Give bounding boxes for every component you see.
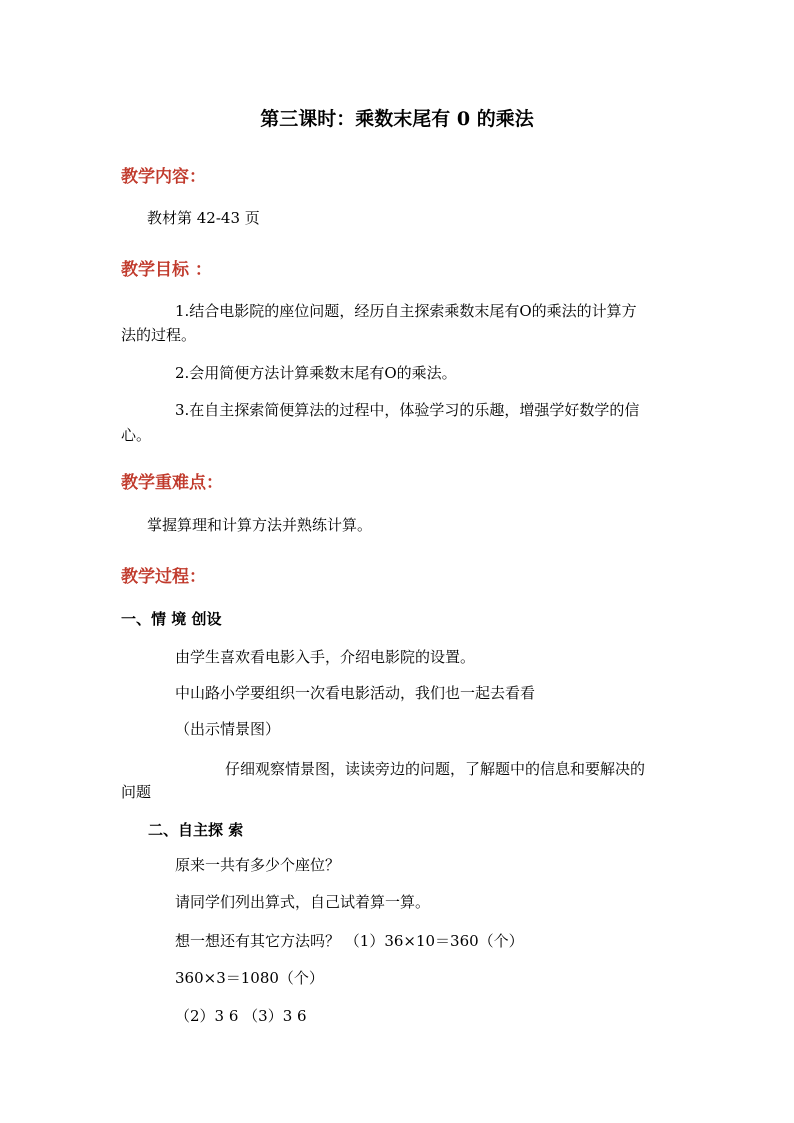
objective-3-line-2: 心。 [121, 426, 152, 444]
page-title: 第三课时：乘数末尾有 0 的乘法 [260, 108, 534, 130]
step-1-line-2: 中山路小学要组织一次看电影活动，我们也一起去看看 [175, 684, 536, 702]
step-2-line-1: 原来一共有多少个座位？ [175, 856, 341, 874]
step-2-line-3: 想一想还有其它方法吗？ （1）36×10＝360（个） [175, 932, 524, 950]
step-1-line-1: 由学生喜欢看电影入手，介绍电影院的设置。 [175, 648, 476, 666]
step-1-line-5: 问题 [121, 783, 152, 801]
heading-process: 教学过程： [121, 567, 206, 587]
objective-1-line-2: 法的过程。 [121, 326, 197, 344]
heading-key-points: 教学重难点： [121, 473, 223, 493]
step-2-line-5: （2）3 6 （3）3 6 [175, 1007, 307, 1025]
step-2-line-4: 360×3＝1080（个） [175, 969, 324, 987]
step-1-line-4: 仔细观察情景图，读读旁边的问题，了解题中的信息和要解决的 [225, 760, 646, 778]
step-1-line-3: （出示情景图） [175, 720, 281, 738]
step-2-heading: 二、自主探 索 [148, 821, 244, 839]
heading-objectives: 教学目标 ： [121, 260, 212, 280]
objective-1-line-1: 1.结合电影院的座位问题，经历自主探索乘数末尾有O的乘法的计算方 [175, 302, 637, 320]
objective-3-line-1: 3.在自主探索简便算法的过程中，体验学习的乐趣，增强学好数学的信 [175, 401, 640, 419]
heading-content: 教学内容： [121, 167, 206, 187]
step-1-heading: 一、情 境 创设 [121, 610, 222, 628]
key-points-text: 掌握算理和计算方法并熟练计算。 [147, 516, 373, 534]
content-text: 教材第 42-43 页 [147, 209, 260, 227]
step-2-line-2: 请同学们列出算式，自己试着算一算。 [175, 893, 431, 911]
objective-2: 2.会用简便方法计算乘数末尾有O的乘法。 [175, 364, 457, 382]
